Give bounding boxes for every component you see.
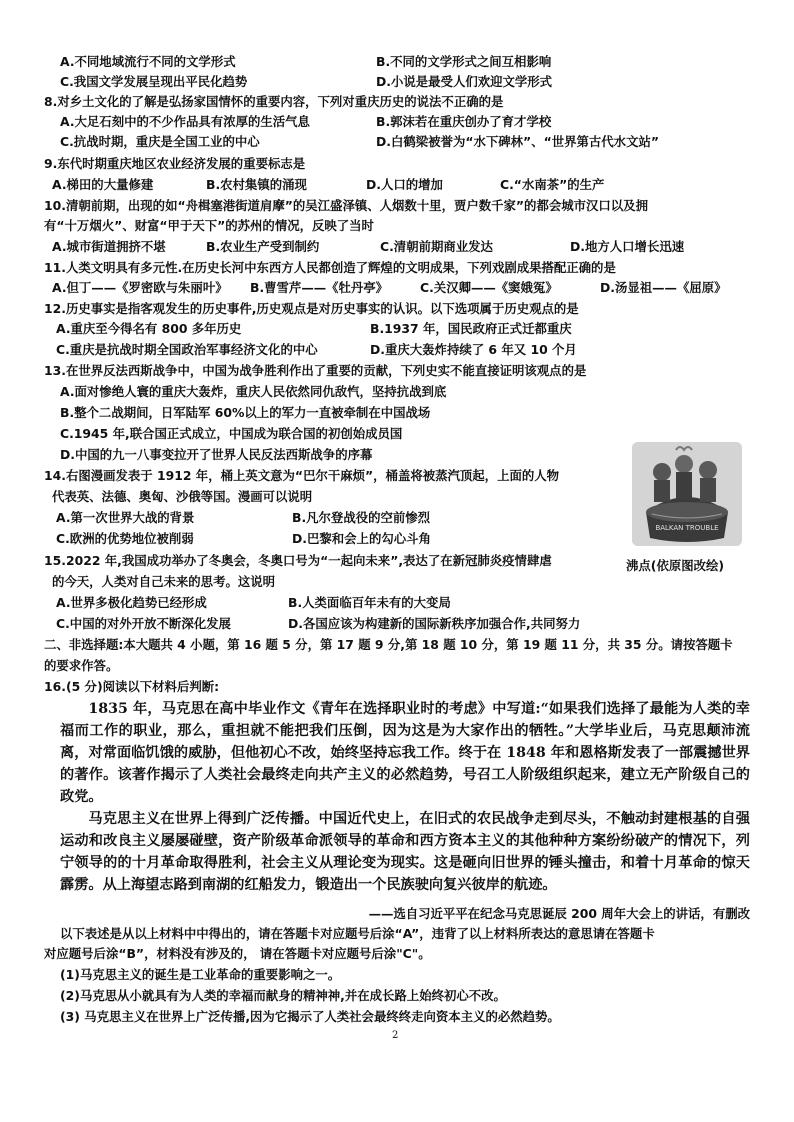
- section2-heading-line2: 的要求作答。: [44, 658, 119, 673]
- q11-option-c: C.关汉卿——《窦娥冤》: [420, 280, 558, 295]
- q16-instruction-line2: 对应题号后涂“B”，材料没有涉及的， 请在答题卡对应题号后涂"C"。: [44, 946, 431, 961]
- q14-option-a: A.第一次世界大战的背景: [56, 510, 195, 525]
- q14-option-d: D.巴黎和会上的勾心斗角: [292, 531, 431, 546]
- q13-option-b: B.整个二战期间，日军陆军 60%以上的军力一直被牵制在中国战场: [60, 405, 431, 420]
- q16-paragraph-1: 1835 年，马克思在高中毕业作文《青年在选择职业时的考虑》中写道:“如果我们选择了最能为人类的幸福而工作的职业，那么，重担就不能把我们压倒，因为这是为大家作出的牺牲。”大学毕业后，马克思颠沛流离，对常面临饥饿的威胁，但他初心不改，始终坚持忘我工作。终于在 1848 年和恩格斯发表了一部震撼世界的著作。该著作揭示了人类社会最终走向共产主义的必然趋势，号召工人阶级组织起来，建立无产阶级自己的政党。: [60, 701, 750, 805]
- q15-stem-line2: 的今天，人类对自己未来的思考。这说明: [52, 574, 276, 589]
- q7-option-b: B.不同的文学形式之间互相影响: [376, 54, 552, 69]
- q10-option-d: D.地方人口增长迅速: [570, 239, 685, 254]
- q15-option-c: C.中国的对外开放不断深化发展: [56, 616, 231, 631]
- q9-option-d: D.人口的增加: [366, 177, 443, 192]
- q7-option-c: C.我国文学发展呈现出平民化趋势: [60, 74, 248, 89]
- q14-stem-line1: 14.右图漫画发表于 1912 年，桶上英文意为“巴尔干麻烦”，桶盖将被蒸汽顶起，上面的人物: [44, 468, 560, 483]
- q9-stem: 9.东代时期重庆地区农业经济发展的重要标志是: [44, 156, 306, 171]
- q8-option-b: B.郭沫若在重庆创办了育才学校: [376, 114, 552, 129]
- q16-material: [60, 698, 750, 896]
- cartoon-barrel-label: BALKAN TROUBLE: [655, 524, 719, 532]
- q11-option-b: B.曹雪芹——《牡丹亭》: [250, 280, 389, 295]
- q10-stem-line1: 10.清朝前期，出现的如“舟楫塞港街道肩摩”的吴江盛泽镇、人烟数十里，贾户数千家”的都会城市汉口以及拥: [44, 198, 648, 213]
- q16-stem: 16.(5 分)阅读以下材料后判断:: [44, 679, 220, 694]
- cartoon-image: [632, 442, 742, 546]
- q10-option-c: C.清朝前期商业发达: [380, 239, 493, 254]
- q13-stem: 13.在世界反法西斯战争中，中国为战争胜利作出了重要的贡献，下列史实不能直接证明该观点的是: [44, 363, 587, 378]
- q12-stem: 12.历史事实是指客观发生的历史事件,历史观点是对历史事实的认识。以下选项属于历史观点的是: [44, 301, 579, 316]
- q15-option-a: A.世界多极化趋势已经形成: [56, 595, 207, 610]
- q15-option-d: D.各国应该为构建新的国际新秩序加强合作,共同努力: [288, 616, 581, 631]
- q8-option-d: D.白鹤梁被誉为“水下碑林”、“世界第古代水文站”: [376, 134, 659, 149]
- q16-item-3: (3) 马克思主义在世界上广泛传播,因为它揭示了人类社会最终终走向资本主义的必然趋势。: [60, 1009, 560, 1024]
- q10-option-a: A.城市街道拥挤不堪: [52, 239, 166, 254]
- q11-option-a: A.但丁——《罗密欧与朱丽叶》: [52, 280, 228, 295]
- q14-option-b: B.凡尔登战役的空前惨烈: [292, 510, 431, 525]
- q12-option-a: A.重庆至今得名有 800 多年历史: [56, 321, 242, 336]
- q12-option-d: D.重庆大轰炸持续了 6 年又 10 个月: [370, 342, 577, 357]
- q11-option-d: D.汤显祖——《屈原》: [600, 280, 727, 295]
- q7-option-a: A.不同地域流行不同的文学形式: [60, 54, 236, 69]
- q16-source: ——选自习近平平在纪念马克思诞辰 200 周年大会上的讲话，有删改: [368, 906, 750, 921]
- q8-stem: 8.对乡土文化的了解是弘扬家国情怀的重要内容，下列对重庆历史的说法不正确的是: [44, 94, 504, 109]
- q13-option-c: C.1945 年,联合国正式成立，中国成为联合国的初创始成员国: [60, 426, 403, 441]
- balkan-trouble-cartoon: [632, 442, 742, 546]
- q8-option-c: C.抗战时期，重庆是全国工业的中心: [60, 134, 260, 149]
- q16-paragraph-2: 马克思主义在世界上得到广泛传播。中国近代史上，在旧式的农民战争走到尽头，不触动封建根基的自强运动和改良主义屡屡碰壁，资产阶级革命派领导的革命和西方资本主义的其他种种方案纷纷破产的情况下，列宁领导的的十月革命取得胜利，社会主义从理论变为现实。这是砸向旧世界的锤头撞击，和着十月革命的惊天霹雳。从上海望志路到南湖的红船发力，锻造出一个民族驶向复兴彼岸的航迹。: [60, 811, 750, 893]
- q11-stem: 11.人类文明具有多元性.在历史长河中东西方人民都创造了辉煌的文明成果，下列戏剧成果搭配正确的是: [44, 260, 616, 275]
- q9-option-a: A.梯田的大量修建: [52, 177, 154, 192]
- q15-option-b: B.人类面临百年未有的大变局: [288, 595, 451, 610]
- q16-item-1: (1)马克思主义的诞生是工业革命的重要影响之一。: [60, 967, 341, 982]
- section2-heading-line1: 二、非选择题:本大题共 4 小题，第 16 题 5 分，第 17 题 9 分,第 18 题 10 分，第 19 题 11 分，共 35 分。请按答题卡: [44, 637, 733, 652]
- q7-option-d: D.小说是最受人们欢迎文学形式: [376, 74, 553, 89]
- q13-option-a: A.面对惨绝人寰的重庆大轰炸，重庆人民依然同仇敌忾，坚持抗战到底: [60, 384, 447, 399]
- q14-option-c: C.欧洲的优势地位被削弱: [56, 531, 194, 546]
- q12-option-c: C.重庆是抗战时期全国政治军事经济文化的中心: [56, 342, 318, 357]
- page-number: 2: [392, 1030, 399, 1041]
- q9-option-b: B.农村集镇的涌现: [206, 177, 307, 192]
- q10-option-b: B.农业生产受到制约: [206, 239, 320, 254]
- q13-option-d: D.中国的九一八事变拉开了世界人民反法西斯战争的序幕: [60, 447, 373, 462]
- q16-item-2: (2)马克思从小就具有为人类的幸福而献身的精神神,并在成长路上始终初心不改。: [60, 988, 506, 1003]
- cartoon-caption: 沸点(依原图改绘): [626, 558, 725, 573]
- q10-stem-line2: 有“十万烟火”、财富“甲于天下”的苏州的情况，反映了当时: [44, 218, 374, 233]
- q9-option-c: C.“水南茶”的生产: [500, 177, 605, 192]
- q12-option-b: B.1937 年，国民政府正式迁都重庆: [370, 321, 572, 336]
- q15-stem-line1: 15.2022 年,我国成功举办了冬奥会，冬奥口号为“一起向未来”,表达了在新冠肺炎疫情肆虐: [44, 553, 552, 568]
- q16-instruction-line1: 以下表述是从以上材料中中得出的，请在答题卡对应题号后涂“A”，违背了以上材料所表达的意思请在答题卡: [60, 926, 655, 941]
- q8-option-a: A.大足石刻中的不少作品具有浓厚的生活气息: [60, 114, 310, 129]
- q14-stem-line2: 代表英、法德、奥匈、沙俄等国。漫画可以说明: [52, 489, 313, 504]
